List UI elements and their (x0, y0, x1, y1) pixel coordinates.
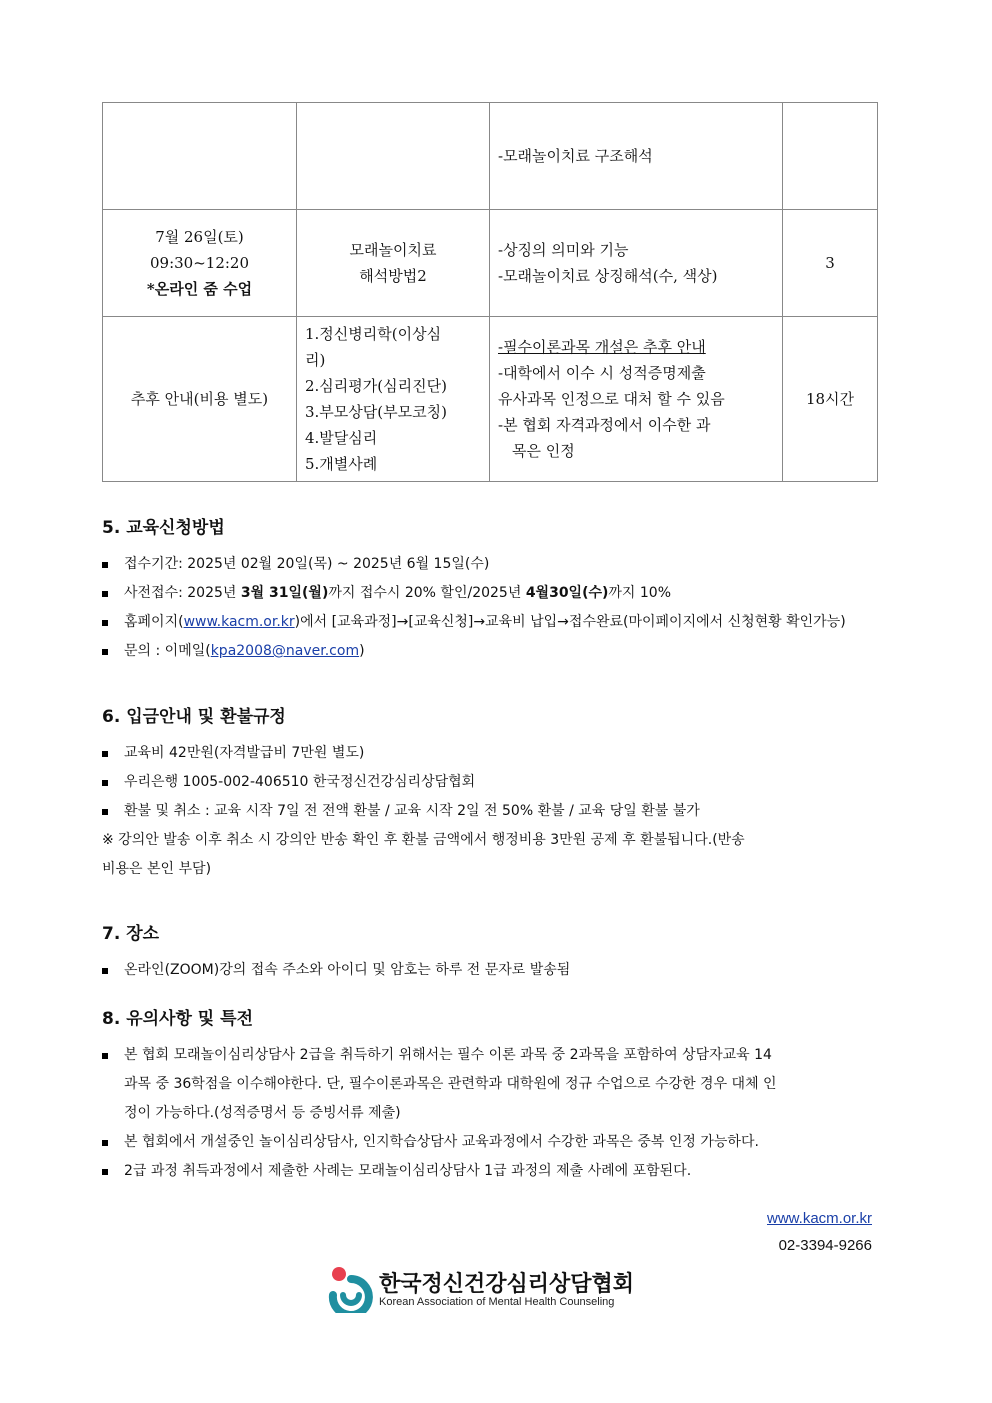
subject-line: 3.부모상담(부모코칭) (305, 403, 447, 421)
content-line: -모래놀이치료 구조해석 (498, 147, 653, 165)
section-heading: 7. 장소 (102, 924, 160, 944)
content-line: -상징의 의미와 기능 (498, 241, 629, 259)
content-line: -대학에서 이수 시 성적증명제출 (498, 364, 706, 382)
list-item: 환불 및 취소 : 교육 시작 7일 전 전액 환불 / 교육 시작 2일 전 50% 환불 / 교육 당일 환불 불가 (102, 797, 892, 826)
list-item: 2급 과정 취득과정에서 제출한 사례는 모래놀이심리상담사 1급 과정의 제출 사례에 포함된다. (102, 1157, 892, 1186)
schedule-table (102, 102, 878, 482)
text: )에서 [교육과정]→[교육신청]→교육비 납입→접수완료(마이페이지에서 신청현황 확인가능) (294, 614, 846, 630)
content-line: -필수이론과목 개설은 추후 안내 (498, 338, 706, 356)
list-item (102, 550, 892, 579)
bullet-list (102, 739, 892, 826)
content-line: 목은 인정 (512, 442, 575, 460)
org-name-english: Korean Association of Mental Health Counseling (379, 1296, 615, 1308)
cell-hours: 3 (783, 210, 878, 317)
cell-subject (297, 210, 490, 317)
homepage-link[interactable]: www.kacm.or.kr (183, 614, 295, 630)
section-application (102, 513, 892, 666)
subject-line: 5.개별사례 (305, 455, 378, 473)
cell-content (490, 317, 783, 482)
list-item (102, 637, 892, 666)
cell-date (103, 210, 297, 317)
list-item: 본 협회에서 개설중인 놀이심리상담사, 인지학습상담사 교육과정에서 수강한 과목은 중복 인정 가능하다. (102, 1128, 892, 1157)
phone-number: 02-3394-9266 (778, 1237, 872, 1254)
date-text: 7월 26일(토) (155, 228, 244, 246)
early-date-2: 4월30일(수) (525, 585, 609, 601)
list-item (102, 608, 892, 637)
online-note: *온라인 줌 수업 (146, 280, 253, 298)
text: 까지 접수시 20% 할인/2025년 (328, 585, 526, 601)
cell-date (103, 317, 297, 482)
section-place (102, 919, 892, 985)
bullet-list (102, 550, 892, 666)
period-text: 접수기간: 2025년 02월 20일(목) ~ 2025년 6월 15일(수) (124, 556, 490, 572)
early-date-1: 3월 31일(월) (240, 585, 329, 601)
content-line: -본 협회 자격과정에서 이수한 과 (498, 416, 711, 434)
subject-line: 모래놀이치료 (349, 241, 437, 259)
section-notes-benefits (102, 1004, 892, 1186)
subject-line: 1.정신병리학(이상심 (305, 325, 442, 343)
list-item: 교육비 42만원(자격발급비 7만원 별도) (102, 739, 892, 768)
section-payment-refund (102, 702, 892, 884)
list-item (102, 579, 892, 608)
text: 문의 : 이메일( (124, 643, 211, 659)
subject-line: 해석방법2 (359, 267, 427, 285)
organization-logo (327, 1265, 672, 1315)
section-heading: 8. 유의사항 및 특전 (102, 1009, 253, 1029)
note-line: ※ 강의안 발송 이후 취소 시 강의안 반송 확인 후 환불 금액에서 행정비용 3만원 공제 후 환불됩니다.(반송 (102, 832, 745, 848)
logo-mark-icon (327, 1265, 375, 1313)
subject-line: 4.발달심리 (305, 429, 378, 447)
email-link[interactable]: kpa2008@naver.com (210, 643, 360, 659)
content-line: 유사과목 인정으로 대처 할 수 있음 (498, 390, 725, 408)
footer-contact (767, 1205, 872, 1259)
item-line: 과목 중 36학점을 이수해야한다. 단, 필수이론과목은 관련학과 대학원에 정규 수업으로 수강한 경우 대체 인 (124, 1076, 777, 1092)
text: ) (359, 643, 365, 659)
table-row (103, 317, 878, 482)
content-line: -모래놀이치료 상징해석(수, 색상) (498, 267, 718, 285)
bullet-list (102, 956, 892, 985)
text: 사전접수: 2025년 (124, 585, 241, 601)
list-item (102, 1041, 892, 1128)
subject-line: 리) (305, 351, 326, 369)
section-heading: 6. 입금안내 및 환불규정 (102, 707, 286, 727)
item-line: 본 협회 모래놀이심리상담사 2급을 취득하기 위해서는 필수 이론 과목 중 2과목을 포함하여 상담자교육 14 (124, 1047, 772, 1063)
refund-note (102, 826, 892, 884)
time-text: 09:30~12:20 (149, 254, 250, 272)
org-name-korean: 한국정신건강심리상담협회 (379, 1272, 635, 1297)
cell-date (103, 103, 297, 210)
item-line: 정이 가능하다.(성적증명서 등 증빙서류 제출) (124, 1105, 401, 1121)
bullet-list (102, 1041, 892, 1186)
cell-subject (297, 317, 490, 482)
text: 까지 10% (608, 585, 672, 601)
table-row (103, 210, 878, 317)
text: 홈페이지( (124, 614, 184, 630)
date-text: 추후 안내(비용 별도) (130, 390, 269, 408)
table-row (103, 103, 878, 210)
note-line: 비용은 본인 부담) (102, 861, 212, 877)
section-heading: 5. 교육신청방법 (102, 518, 225, 538)
cell-content (490, 210, 783, 317)
list-item: 우리은행 1005-002-406510 한국정신건강심리상담협회 (102, 768, 892, 797)
cell-content (490, 103, 783, 210)
website-link[interactable]: www.kacm.or.kr (766, 1210, 872, 1227)
cell-hours: 18시간 (783, 317, 878, 482)
list-item: 온라인(ZOOM)강의 접속 주소와 아이디 및 암호는 하루 전 문자로 발송됨 (102, 956, 892, 985)
cell-hours (783, 103, 878, 210)
subject-line: 2.심리평가(심리진단) (305, 377, 447, 395)
cell-subject (297, 103, 490, 210)
